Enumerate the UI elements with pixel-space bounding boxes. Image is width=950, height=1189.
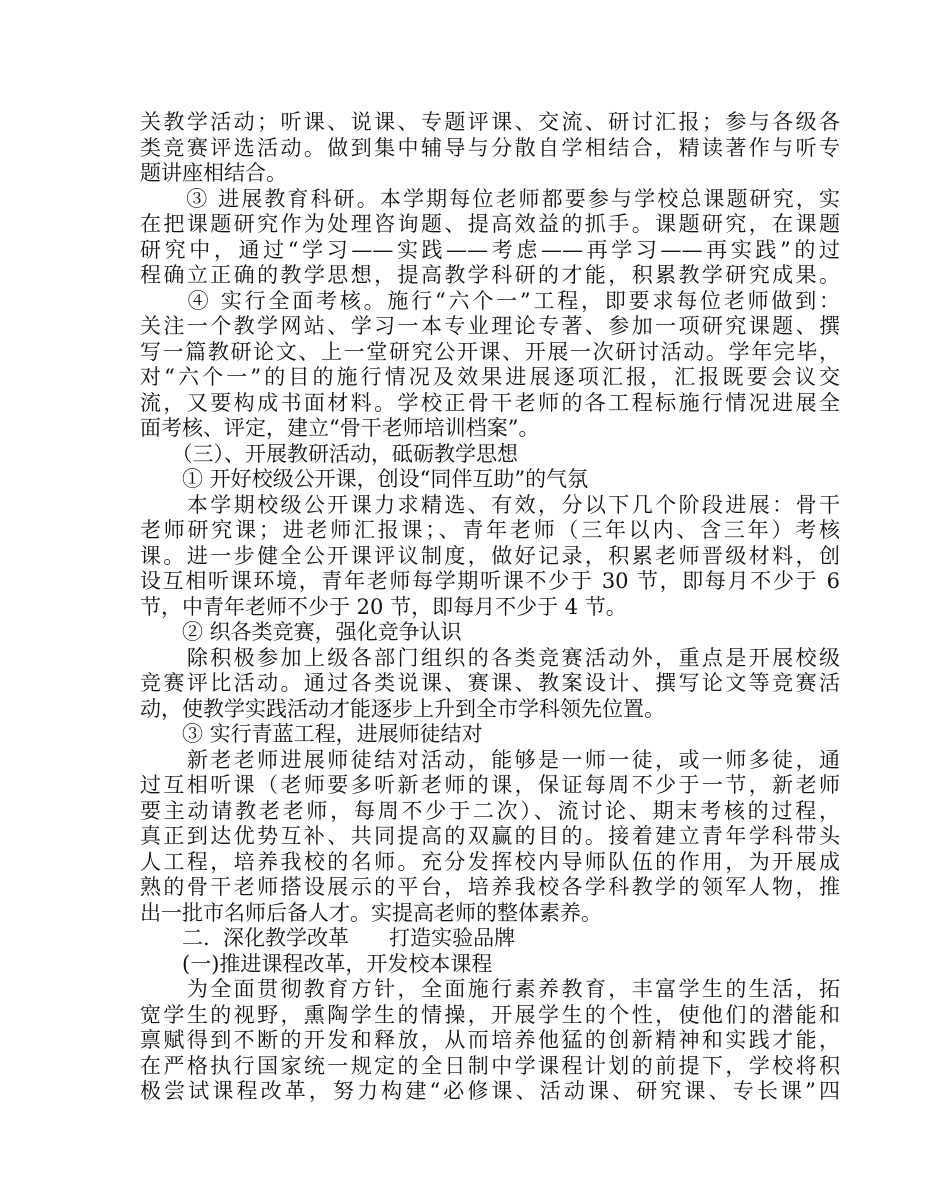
text-line: 禀赋得到不断的开发和释放，从而培养他猛的创新精神和实践才能， — [140, 1028, 840, 1052]
text-line: 出一批市名师后备人才。实提高老师的整体素养。 — [140, 900, 602, 925]
text-line: 节，中青年老师不少于 20 节，即每月不少于 4 节。 — [140, 594, 627, 619]
text-line: 在严格执行国家统一规定的全日制中学课程计划的前提下，学校将积 — [140, 1053, 840, 1078]
text-line: 真正到达优势互补、共同提高的双赢的目的。接着建立青年学科带头 — [140, 824, 840, 848]
text-line: ③ 进展教育科研。本学期每位老师都要参与学校总课题研究，实 — [140, 186, 840, 211]
text-line: 为全面贯彻教育方针，全面施行素养教育，丰富学生的生活，拓 — [140, 977, 840, 1001]
subsection-heading: ① 开好校级公开课，创设“同伴互助”的气氛 — [140, 467, 589, 491]
text-line: 课。进一步健全公开课评议制度，做好记录，积累老师晋级材料，创 — [140, 543, 840, 568]
text-line: 题讲座相结合。 — [140, 161, 287, 185]
text-line: 本学期校级公开课力求精选、有效，分以下几个阶段进展：骨干 — [140, 492, 840, 517]
text-line: 面考核、评定，建立“骨干老师培训档案”。 — [140, 416, 540, 440]
subsection-heading: ③ 实行青蓝工程，进展师徒结对 — [140, 722, 483, 746]
subsection-heading: ② 织各类竞赛，强化竞争认识 — [140, 620, 462, 644]
text-line: 竞赛评比活动。通过各类说课、赛课、教案设计、撰写论文等竞赛活 — [140, 671, 840, 695]
text-line: 人工程，培养我校的名师。充分发挥校内导师队伍的作用，为开展成 — [140, 849, 840, 874]
text-line: 程确立正确的教学思想，提高教学科研的才能，积累教学研究成果。 — [140, 263, 840, 287]
subsection-heading: (一)推进课程改革，开发校本课程 — [140, 951, 493, 976]
document-body — [140, 110, 840, 1105]
text-line: 流，又要构成书面材料。学校正骨干老师的各工程标施行情况进展全 — [140, 390, 840, 415]
text-line: 写一篇教研论文、上一堂研究公开课、开展一次研讨活动。学年完毕， — [140, 339, 840, 364]
text-line: 新老老师进展师徒结对活动，能够是一师一徒，或一师多徒，通 — [140, 747, 840, 772]
text-line: 设互相听课环境，青年老师每学期听课不少于 30 节，即每月不少于 6 — [140, 569, 840, 593]
section-heading: （三）、开展教研活动，砥砺教学思想 — [140, 441, 518, 466]
text-line: 除积极参加上级各部门组织的各类竞赛活动外，重点是开展校级 — [140, 645, 840, 670]
text-line: 对“六个一”的目的施行情况及效果进展逐项汇报，汇报既要会议交 — [140, 365, 840, 389]
text-line: ④ 实行全面考核。施行“六个一”工程，即要求每位老师做到： — [140, 288, 840, 313]
text-line: 熟的骨干老师搭设展示的平台，培养我校各学科教学的领军人物，推 — [140, 875, 840, 899]
text-line: 老师研究课；进老师汇报课；、青年老师（三年以内、含三年）考核 — [140, 518, 840, 542]
text-line: 研究中，通过“学习——实践——考虑——再学习——再实践”的过 — [140, 237, 840, 262]
text-line: 极尝试课程改革，努力构建“必修课、活动课、研究课、专长课”四 — [140, 1079, 840, 1103]
text-line: 类竞赛评选活动。做到集中辅导与分散自学相结合，精读著作与听专 — [140, 135, 840, 160]
section-heading: 二. 深化教学改革 打造实验品牌 — [140, 926, 516, 950]
text-line: 关注一个教学网站、学习一本专业理论专著、参加一项研究课题、撰 — [140, 314, 840, 338]
text-line: 宽学生的视野，熏陶学生的情操，开展学生的个性，使他们的潜能和 — [140, 1002, 840, 1027]
text-line: 要主动请教老老师，每周不少于二次）、流讨论、期末考核的过程， — [140, 798, 840, 823]
text-line: 动，使教学实践活动才能逐步上升到全市学科领先位置。 — [140, 696, 665, 721]
text-line: 过互相听课（老师要多听新老师的课，保证每周不少于一节，新老师 — [140, 773, 840, 797]
text-line: 关教学活动；听课、说课、专题评课、交流、研讨汇报；参与各级各 — [140, 110, 840, 134]
text-line: 在把课题研究作为处理咨询题、提高效益的抓手。课题研究，在课题 — [140, 212, 840, 236]
